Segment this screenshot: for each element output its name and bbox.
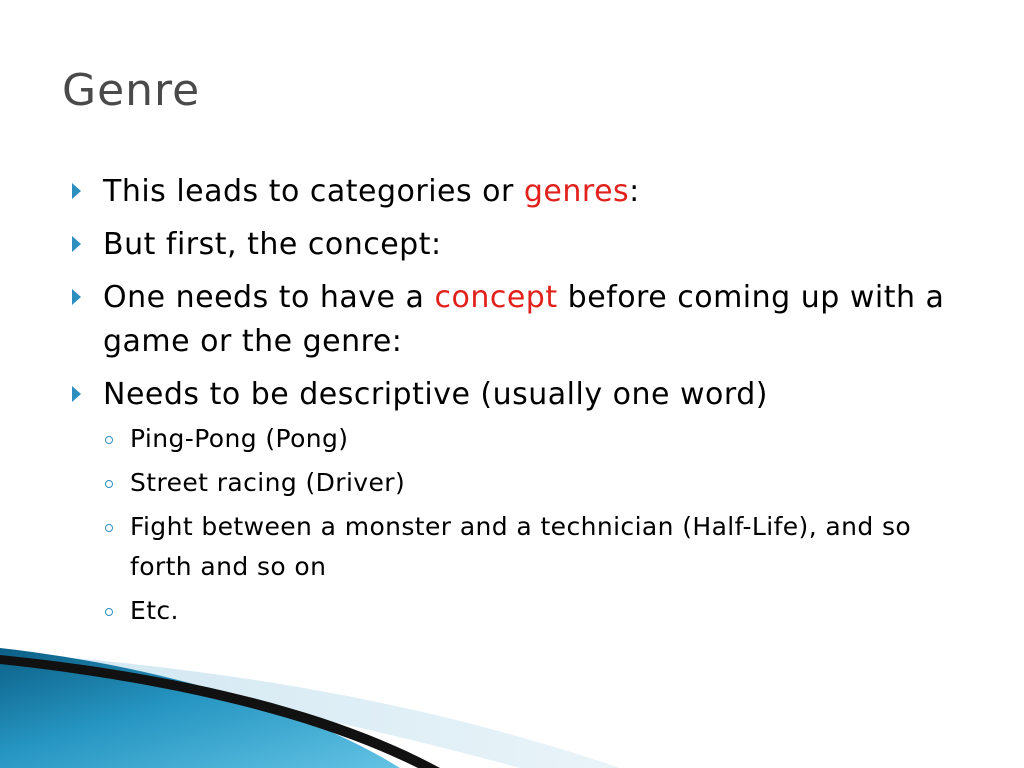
sub-bullet-item [101,591,952,631]
sub-bullet-item [101,507,952,587]
bullet-text: Needs to be descriptive (usually one word) [103,377,768,412]
sub-bullet-text: Etc. [130,596,179,625]
bullet-list [72,170,952,640]
bullet-item-first-concept [72,223,952,267]
highlight-concept: concept [434,280,558,315]
triangle-bullet-icon [72,183,81,199]
sub-bullet-text: Street racing (Driver) [130,468,406,497]
triangle-bullet-icon [72,289,81,305]
bullet-text-suffix: : [629,174,640,209]
blue-wave-band [0,648,400,768]
circle-bullet-icon [105,608,113,616]
sub-bullet-text: Ping-Pong (Pong) [130,424,349,453]
slide-title: Genre [62,65,201,116]
bullet-text-suffix: before coming up with a game or the genre: [103,280,945,359]
bullet-text: But first, the concept: [103,227,442,262]
highlight-genres: genres [523,174,630,209]
pale-wave-band [0,652,620,768]
bullet-item-genres [72,170,952,214]
bullet-text: This leads to categories or [103,174,524,209]
black-wave-stripe [0,655,440,768]
bullet-text: One needs to have a [103,280,435,315]
sub-bullet-text: Fight between a monster and a technician (Half-Life), and so forth and so on [130,512,912,581]
sub-bullet-item [101,419,952,459]
triangle-bullet-icon [72,236,81,252]
sub-bullet-list [103,419,952,631]
circle-bullet-icon [105,480,113,488]
bullet-item-descriptive [72,373,952,631]
circle-bullet-icon [105,524,113,532]
bullet-item-need-concept [72,276,952,364]
circle-bullet-icon [105,436,113,444]
triangle-bullet-icon [72,386,81,402]
sub-bullet-item [101,463,952,503]
